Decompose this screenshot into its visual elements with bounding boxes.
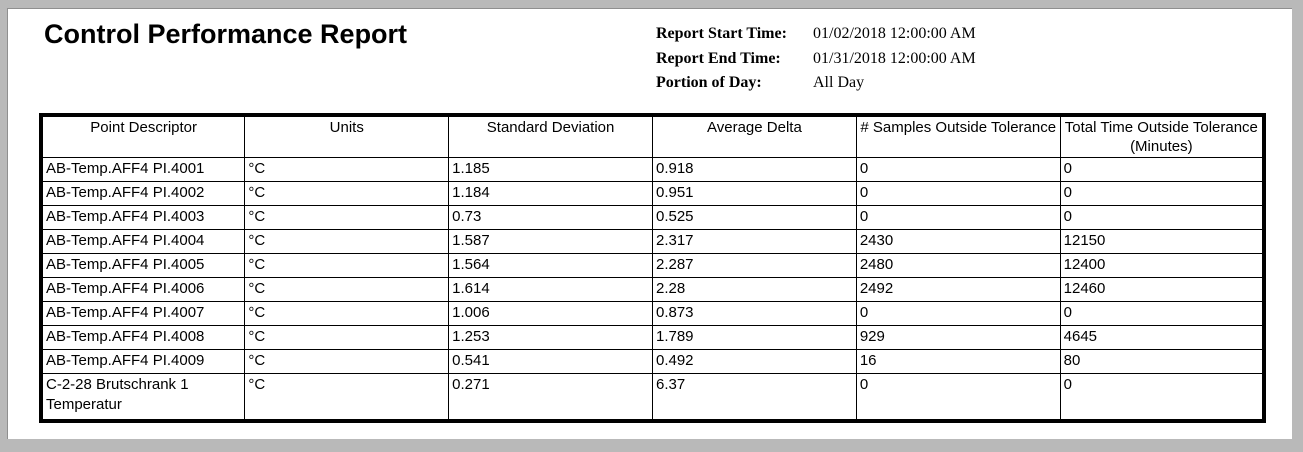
table-cell: °C bbox=[245, 278, 449, 302]
table-cell: 0 bbox=[1060, 158, 1264, 182]
table-cell: AB-Temp.AFF4 PI.4003 bbox=[41, 206, 245, 230]
page-title: Control Performance Report bbox=[44, 19, 408, 49]
table-cell: AB-Temp.AFF4 PI.4004 bbox=[41, 230, 245, 254]
report-end-time-row bbox=[656, 47, 976, 72]
report-start-time-row bbox=[656, 22, 976, 47]
table-cell: 12400 bbox=[1060, 254, 1264, 278]
table-cell: 0 bbox=[856, 374, 1060, 422]
table-cell: 16 bbox=[856, 350, 1060, 374]
table-row bbox=[41, 158, 1264, 182]
table-cell: °C bbox=[245, 206, 449, 230]
table-cell: 0 bbox=[856, 182, 1060, 206]
table-cell: °C bbox=[245, 254, 449, 278]
table-cell: 0.492 bbox=[652, 350, 856, 374]
report-end-time-value: 01/31/2018 12:00:00 AM bbox=[813, 49, 976, 67]
table-cell: 1.006 bbox=[449, 302, 653, 326]
table-cell: 12460 bbox=[1060, 278, 1264, 302]
table-row bbox=[41, 350, 1264, 374]
table-cell: 0.873 bbox=[652, 302, 856, 326]
table-cell: 0.541 bbox=[449, 350, 653, 374]
report-meta-block bbox=[656, 22, 976, 96]
table-cell: 2.28 bbox=[652, 278, 856, 302]
table-cell: °C bbox=[245, 350, 449, 374]
table-cell: 0 bbox=[856, 158, 1060, 182]
report-page bbox=[7, 8, 1292, 439]
report-start-time-value: 01/02/2018 12:00:00 AM bbox=[813, 25, 976, 43]
table-cell: 6.37 bbox=[652, 374, 856, 422]
table-cell: 0.951 bbox=[652, 182, 856, 206]
column-header: Total Time Outside Tolerance (Minutes) bbox=[1060, 115, 1264, 158]
column-header: # Samples Outside Tolerance bbox=[856, 115, 1060, 158]
table-row bbox=[41, 302, 1264, 326]
table-cell: AB-Temp.AFF4 PI.4005 bbox=[41, 254, 245, 278]
table-cell: 1.185 bbox=[449, 158, 653, 182]
table-cell: 0 bbox=[1060, 302, 1264, 326]
table-cell: °C bbox=[245, 302, 449, 326]
table-cell: 80 bbox=[1060, 350, 1264, 374]
table-row bbox=[41, 254, 1264, 278]
table-cell: 1.614 bbox=[449, 278, 653, 302]
table-cell: °C bbox=[245, 374, 449, 422]
report-start-time-label: Report Start Time: bbox=[656, 25, 787, 43]
table-cell: 0 bbox=[856, 302, 1060, 326]
table-cell: 0 bbox=[1060, 182, 1264, 206]
portion-of-day-label: Portion of Day: bbox=[656, 74, 762, 92]
table-body bbox=[41, 158, 1264, 422]
table-cell: 2430 bbox=[856, 230, 1060, 254]
table-cell: °C bbox=[245, 326, 449, 350]
table-cell: 1.253 bbox=[449, 326, 653, 350]
table-row bbox=[41, 206, 1264, 230]
table-cell: 1.587 bbox=[449, 230, 653, 254]
table-row bbox=[41, 182, 1264, 206]
table-cell: 4645 bbox=[1060, 326, 1264, 350]
table-row bbox=[41, 278, 1264, 302]
column-header: Point Descriptor bbox=[41, 115, 245, 158]
table-cell: 2480 bbox=[856, 254, 1060, 278]
performance-table bbox=[39, 113, 1266, 423]
table-cell: °C bbox=[245, 230, 449, 254]
table-cell: 1.564 bbox=[449, 254, 653, 278]
table-row bbox=[41, 374, 1264, 422]
table-row bbox=[41, 326, 1264, 350]
table-cell: AB-Temp.AFF4 PI.4008 bbox=[41, 326, 245, 350]
table-cell: °C bbox=[245, 182, 449, 206]
table-cell: 0 bbox=[856, 206, 1060, 230]
table-cell: 929 bbox=[856, 326, 1060, 350]
column-header: Units bbox=[245, 115, 449, 158]
table-cell: AB-Temp.AFF4 PI.4006 bbox=[41, 278, 245, 302]
table-cell: 1.789 bbox=[652, 326, 856, 350]
report-end-time-label: Report End Time: bbox=[656, 49, 781, 67]
table-cell: 0.73 bbox=[449, 206, 653, 230]
column-header: Average Delta bbox=[652, 115, 856, 158]
table-cell: 0 bbox=[1060, 206, 1264, 230]
table-cell: 2492 bbox=[856, 278, 1060, 302]
table-cell: C-2-28 Brutschrank 1 Temperatur bbox=[41, 374, 245, 422]
table-cell: 1.184 bbox=[449, 182, 653, 206]
table-cell: AB-Temp.AFF4 PI.4001 bbox=[41, 158, 245, 182]
table-cell: AB-Temp.AFF4 PI.4002 bbox=[41, 182, 245, 206]
portion-of-day-row bbox=[656, 71, 976, 96]
table-cell: 0.918 bbox=[652, 158, 856, 182]
table-cell: °C bbox=[245, 158, 449, 182]
table-row bbox=[41, 230, 1264, 254]
table-cell: AB-Temp.AFF4 PI.4007 bbox=[41, 302, 245, 326]
table-cell: 2.287 bbox=[652, 254, 856, 278]
table-cell: 0.271 bbox=[449, 374, 653, 422]
table-cell: 12150 bbox=[1060, 230, 1264, 254]
table-header-row bbox=[41, 115, 1264, 158]
portion-of-day-value: All Day bbox=[813, 74, 865, 92]
table-cell: 0.525 bbox=[652, 206, 856, 230]
table-cell: AB-Temp.AFF4 PI.4009 bbox=[41, 350, 245, 374]
table-cell: 0 bbox=[1060, 374, 1264, 422]
table-cell: 2.317 bbox=[652, 230, 856, 254]
column-header: Standard Deviation bbox=[449, 115, 653, 158]
